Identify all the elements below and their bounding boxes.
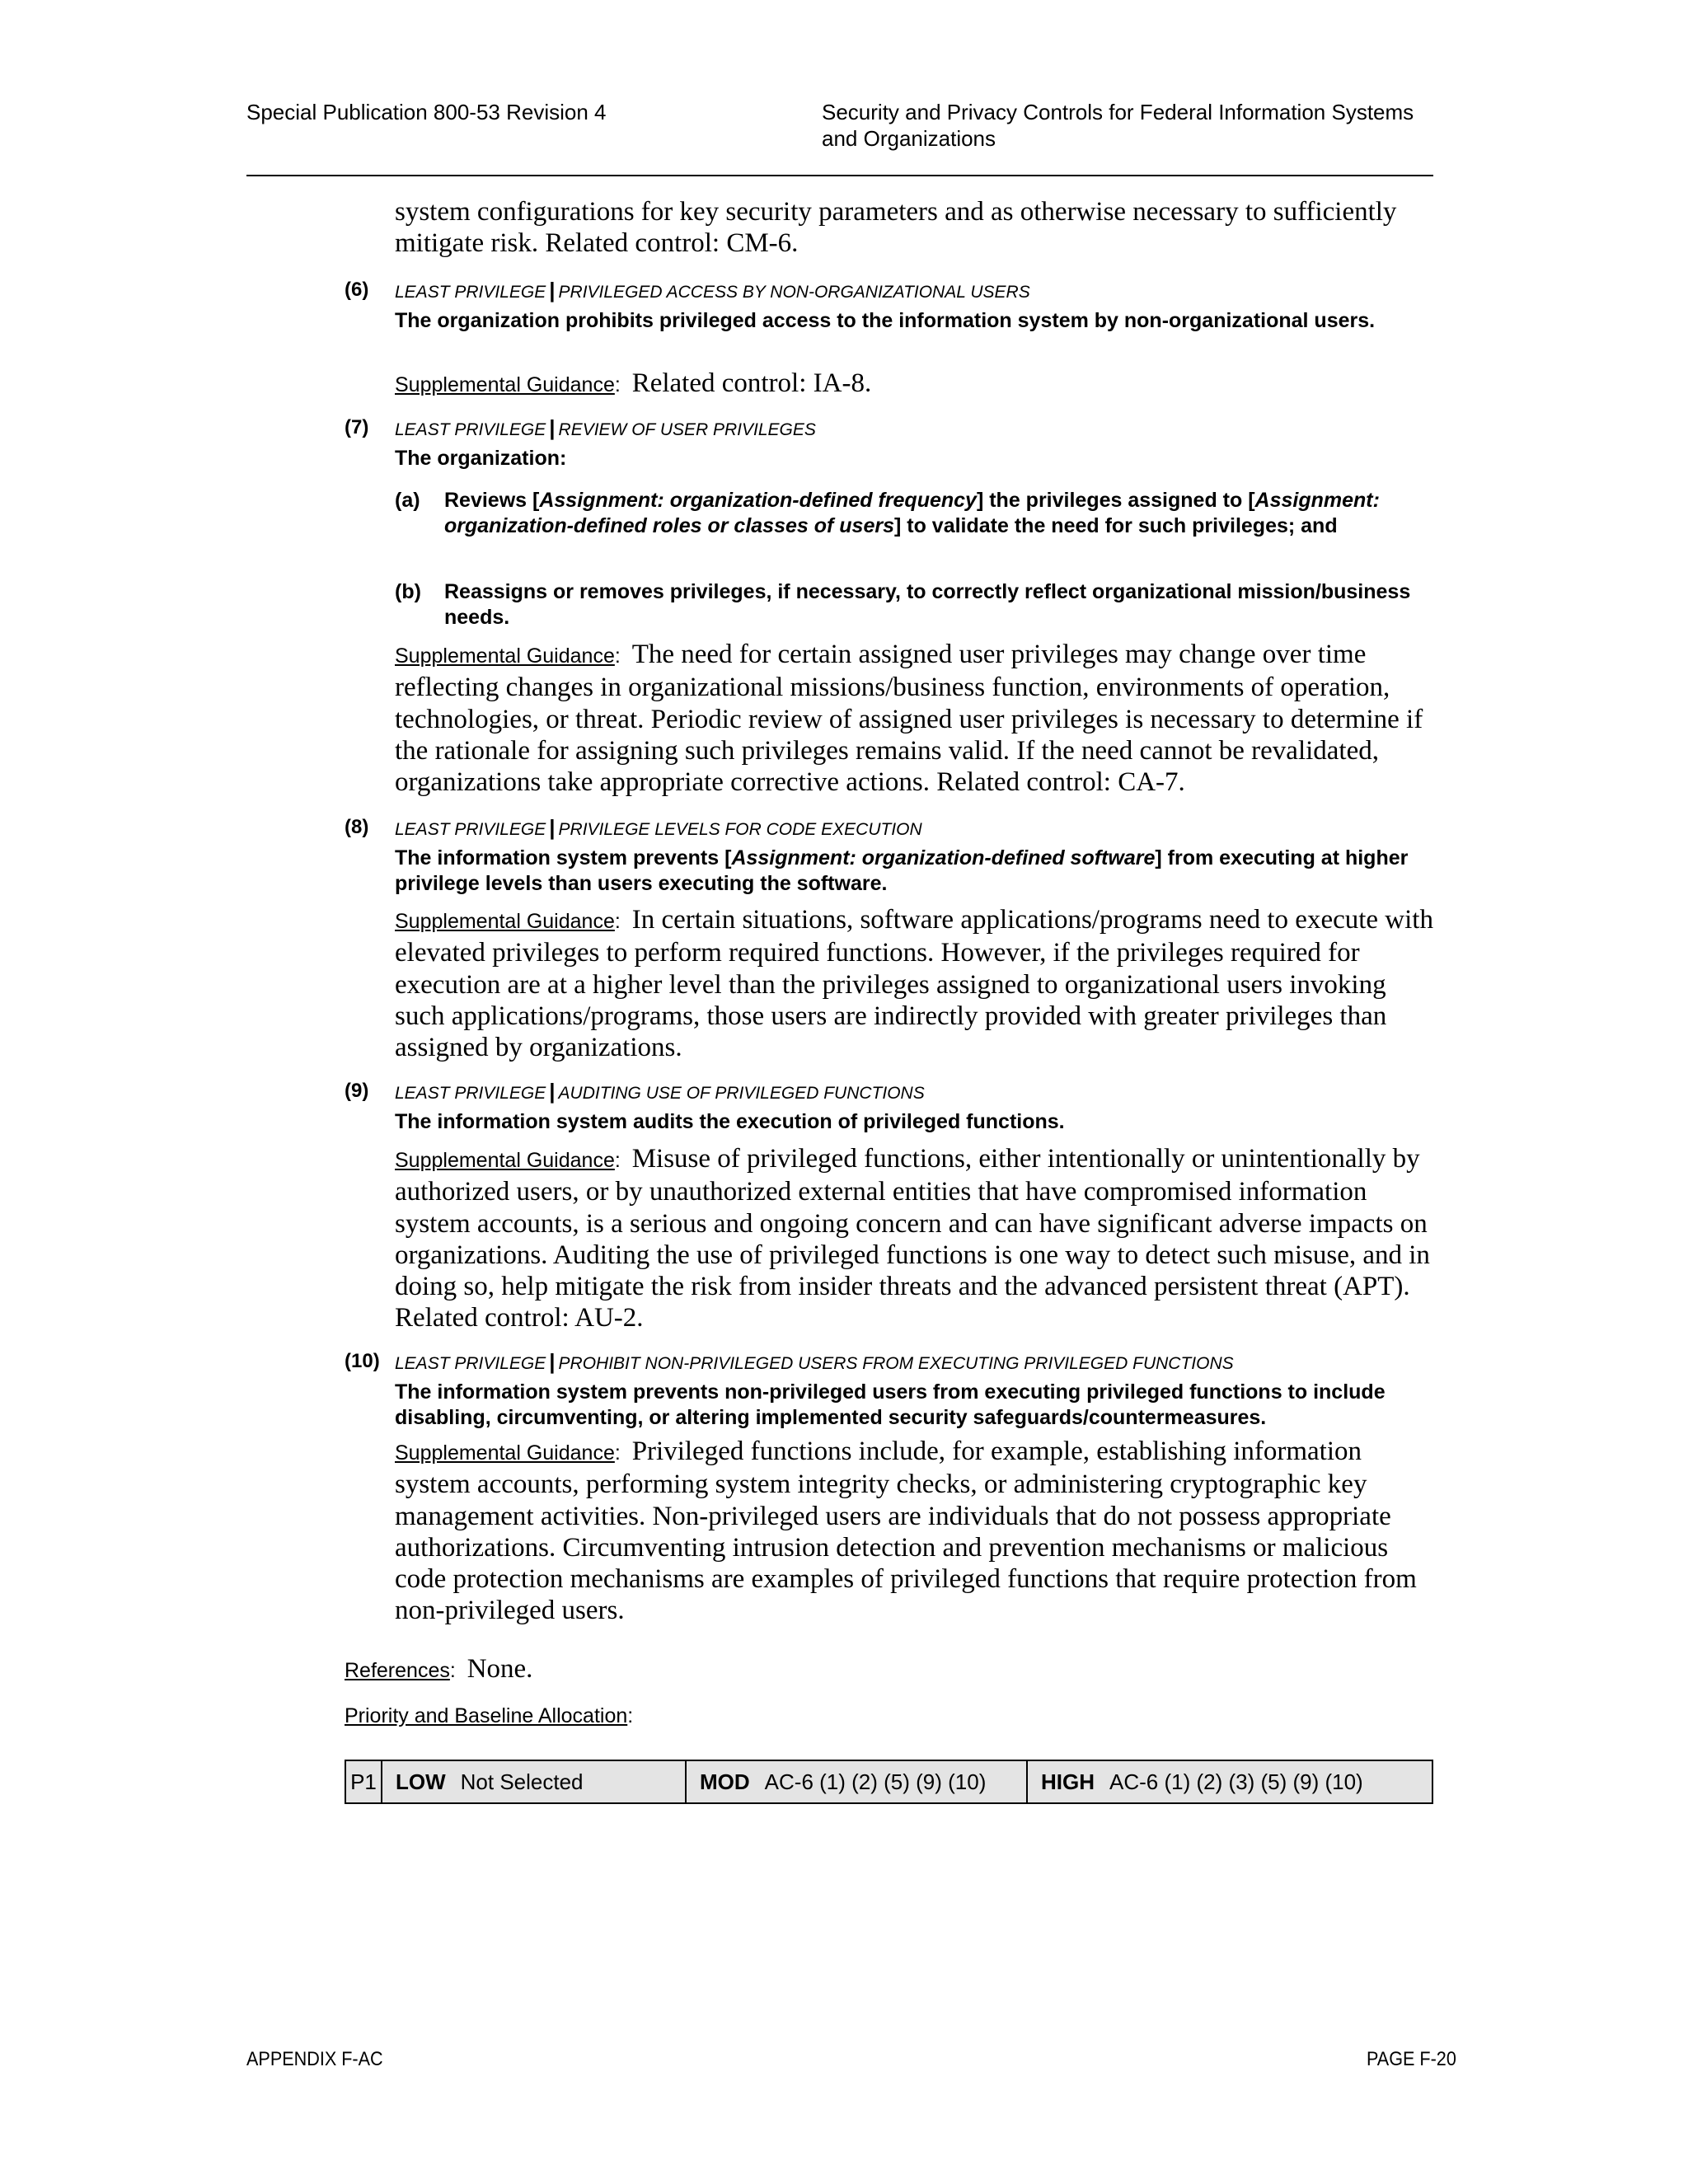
- low-value: Not Selected: [460, 1769, 584, 1794]
- priority-cell: P1: [345, 1760, 382, 1803]
- footer-page-number: PAGE F-20: [1367, 2048, 1456, 2070]
- header-document-title: [822, 99, 1448, 152]
- assignment-frequency: Assignment: organization-defined frequency: [539, 489, 977, 512]
- header-title-line-2: and Organizations: [822, 126, 996, 151]
- title-separator: |: [549, 1349, 556, 1374]
- baseline-allocation-table: [345, 1760, 1433, 1804]
- guidance-text: In certain situations, software applications/programs need to execute with elevated privileges to perform required functions. However, if the privileges required for execution are at a higher level than the privileges assigned to organizational users invoking such applications/programs, those users are indirectly provided with greater privileges than assigned by organizations.: [395, 905, 1433, 1063]
- references-label: References: [345, 1659, 450, 1682]
- title-enhancement: REVIEW OF USER PRIVILEGES: [558, 420, 816, 439]
- assignment-roles: Assignment: organization-defined roles or classes of users: [444, 489, 1380, 537]
- title-control: LEAST PRIVILEGE: [395, 1354, 546, 1373]
- priority-baseline-heading: Priority and Baseline Allocation:: [345, 1704, 634, 1727]
- guidance-label: Supplemental Guidance: [395, 910, 615, 933]
- title-control: LEAST PRIVILEGE: [395, 1084, 546, 1103]
- enhancement-number-8: (8): [345, 816, 369, 838]
- high-baseline-cell: [1027, 1760, 1432, 1803]
- enhancement-title-10: [395, 1349, 1234, 1376]
- enhancement-title-8: [395, 815, 922, 842]
- mod-label: MOD: [700, 1769, 750, 1794]
- enhancement-statement-7: The organization:: [395, 447, 567, 470]
- guidance-text: Privileged functions include, for example, establishing information system accounts, performing system integrity checks, or administering cryptographic key management activities. Non-privileged users are individuals that do not possess appropriate authorizations. Circumventing intrusion detection and prevention mechanisms or malicious code protection mechanisms are examples of privileged functions that require protection from non-privileged users.: [395, 1436, 1417, 1626]
- enhancement-title-6: [395, 278, 1030, 305]
- enhancement-statement-9: The information system audits the execution of privileged functions.: [395, 1110, 1065, 1133]
- guidance-text: The need for certain assigned user privileges may change over time reflecting changes in organizational missions/business function, environments of operation, technologies, or threat. Periodic review of assigned user privileges is necessary to determine if the rationale for assigning such privileges remains valid. If the need cannot be revalidated, organizations take appropriate corrective actions. Related control: CA-7.: [395, 640, 1423, 798]
- title-enhancement: PRIVILEGE LEVELS FOR CODE EXECUTION: [558, 820, 922, 839]
- title-enhancement: PROHIBIT NON-PRIVILEGED USERS FROM EXECUTING PRIVILEGED FUNCTIONS: [558, 1354, 1234, 1373]
- table-row: [345, 1760, 1432, 1803]
- enhancement-number-6: (6): [345, 279, 369, 301]
- enhancement-number-9: (9): [345, 1080, 369, 1102]
- enhancement-statement-10: The information system prevents non-privileged users from executing privileged functions to include disabling, circumventing, or altering implemented security safeguards/countermeasures.: [395, 1380, 1386, 1429]
- continuation-line-1: system configurations for key security parameters and as otherwise necessary to sufficiently: [395, 197, 1397, 227]
- item-text-b: Reassigns or removes privileges, if necessary, to correctly reflect organizational mission/business needs.: [444, 580, 1411, 629]
- low-label: LOW: [396, 1769, 446, 1794]
- guidance-label: Supplemental Guidance: [395, 1441, 615, 1465]
- header-divider: [246, 175, 1433, 176]
- supplemental-guidance-6: Supplemental Guidance: Related control: IA-8.: [395, 368, 872, 398]
- enhancement-number-10: (10): [345, 1350, 380, 1372]
- mod-baseline-cell: [686, 1760, 1027, 1803]
- header-publication: Special Publication 800-53 Revision 4: [246, 100, 607, 124]
- references-value: None.: [467, 1654, 533, 1684]
- guidance-label: Supplemental Guidance: [395, 644, 615, 668]
- title-enhancement: PRIVILEGED ACCESS BY NON-ORGANIZATIONAL USERS: [558, 283, 1030, 302]
- title-separator: |: [549, 1079, 556, 1104]
- title-control: LEAST PRIVILEGE: [395, 283, 546, 302]
- title-control: LEAST PRIVILEGE: [395, 820, 546, 839]
- title-separator: |: [549, 815, 556, 840]
- mod-value: AC-6 (1) (2) (5) (9) (10): [764, 1769, 987, 1794]
- continuation-line-2: mitigate risk. Related control: CM-6.: [395, 228, 799, 258]
- item-text-a: Reviews [Assignment: organization-defined frequency] the privileges assigned to [Assignment: organization-defined roles or classes of users] to validate the need for such privileges; and: [444, 489, 1380, 537]
- title-separator: |: [549, 415, 556, 440]
- supplemental-guidance-7: Supplemental Guidance: The need for certain assigned user privileges may change over time reflecting changes in organizational missions/business function, environments of operation, technologies, or threat. Periodic review of assigned user privileges is necessary to determine if the rationale for assigning such privileges remains valid. If the need cannot be revalidated, organizations take appropriate corrective actions. Related control: CA-7.: [395, 640, 1423, 798]
- supplemental-guidance-9: Supplemental Guidance: Misuse of privileged functions, either intentionally or unintentionally by authorized users, or by unauthorized external entities that have compromised information system accounts, is a serious and ongoing concern and can have significant adverse impacts on organizations. Auditing the use of privileged functions is one way to detect such misuse, and in doing so, help mitigate the risk from insider threats and the advanced persistent threat (APT). Related control: AU-2.: [395, 1144, 1430, 1333]
- header-title-line-1: Security and Privacy Controls for Federal Information Systems: [822, 100, 1414, 124]
- item-letter-b: (b): [395, 580, 421, 603]
- assignment-software: Assignment: organization-defined software: [731, 846, 1156, 869]
- priority-label: Priority and Baseline Allocation: [345, 1704, 628, 1727]
- enhancement-title-9: [395, 1079, 925, 1106]
- supplemental-guidance-10: Supplemental Guidance: Privileged functions include, for example, establishing information system accounts, performing system integrity checks, or administering cryptographic key management activities. Non-privileged users are individuals that do not possess appropriate authorizations. Circumventing intrusion detection and prevention mechanisms or malicious code protection mechanisms are examples of privileged functions that require protection from non-privileged users.: [395, 1436, 1417, 1626]
- title-separator: |: [549, 278, 556, 302]
- guidance-label: Supplemental Guidance: [395, 373, 615, 396]
- item-letter-a: (a): [395, 489, 420, 512]
- title-control: LEAST PRIVILEGE: [395, 420, 546, 439]
- guidance-text: Misuse of privileged functions, either intentionally or unintentionally by authorized users, or by unauthorized external entities that have compromised information system accounts, is a serious and ongoing concern and can have significant adverse impacts on organizations. Auditing the use of privileged functions is one way to detect such misuse, and in doing so, help mitigate the risk from insider threats and the advanced persistent threat (APT). Related control: AU-2.: [395, 1144, 1430, 1333]
- supplemental-guidance-8: Supplemental Guidance: In certain situations, software applications/programs need to execute with elevated privileges to perform required functions. However, if the privileges required for execution are at a higher level than the privileges assigned to organizational users invoking such applications/programs, those users are indirectly provided with greater privileges than assigned by organizations.: [395, 905, 1433, 1063]
- enhancement-statement-6: The organization prohibits privileged access to the information system by non-organizational users.: [395, 309, 1376, 332]
- low-baseline-cell: [382, 1760, 686, 1803]
- high-label: HIGH: [1041, 1769, 1095, 1794]
- enhancement-number-7: (7): [345, 416, 369, 438]
- high-value: AC-6 (1) (2) (3) (5) (9) (10): [1109, 1769, 1363, 1794]
- enhancement-statement-8: The information system prevents [Assignment: organization-defined software] from executing at higher privilege levels than users executing the software.: [395, 846, 1409, 895]
- references: References: None.: [345, 1654, 533, 1684]
- guidance-text: Related control: IA-8.: [631, 368, 872, 398]
- continuation-text: [395, 196, 1396, 259]
- enhancement-title-7: [395, 415, 816, 443]
- guidance-label: Supplemental Guidance: [395, 1149, 615, 1172]
- title-enhancement: AUDITING USE OF PRIVILEGED FUNCTIONS: [558, 1084, 925, 1103]
- footer-appendix: APPENDIX F-AC: [246, 2048, 383, 2070]
